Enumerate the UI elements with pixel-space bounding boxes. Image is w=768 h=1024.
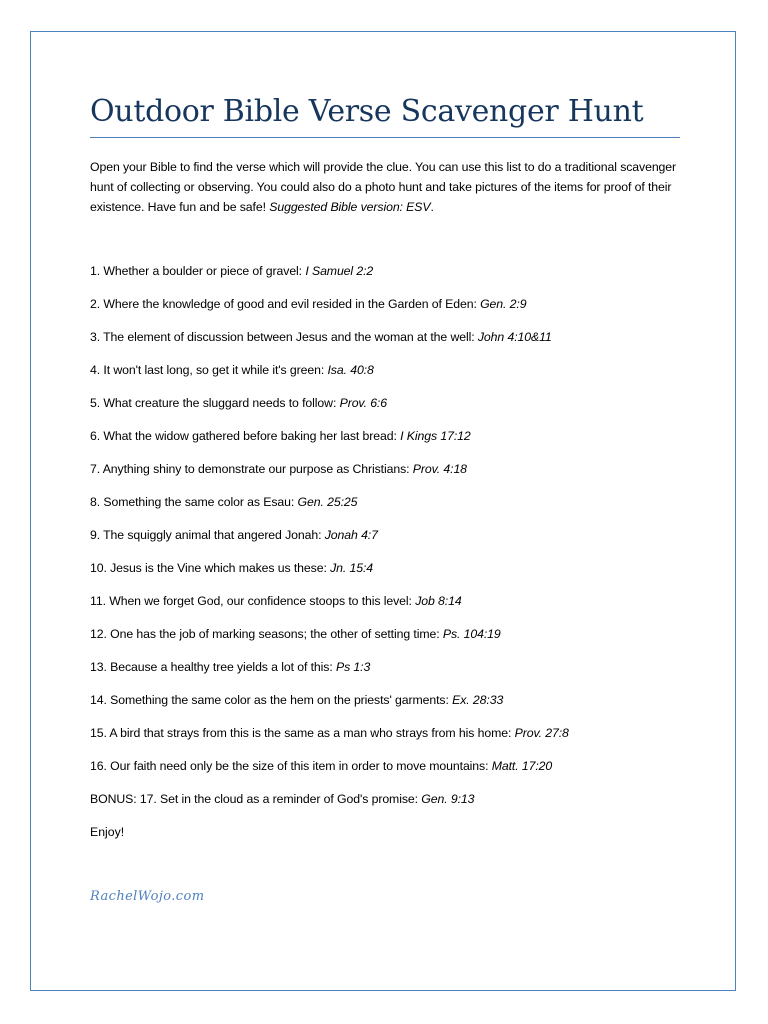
intro-text: Open your Bible to find the verse which will provide the clue. You can use this list to do a traditional scavenger hunt of collecting or observing. You could also do a photo hunt and take pictures of the items for proof of their existence. Have fun and be safe! [90,160,677,214]
clue-text: 13. Because a healthy tree yields a lot of this: [90,660,336,674]
clue-item-16 [90,756,700,789]
clue-reference: Matt. 17:20 [491,759,553,773]
clue-text: 12. One has the job of marking seasons; the other of setting time: [90,627,443,641]
clue-text: 1. Whether a boulder or piece of gravel: [90,264,306,278]
clue-text: 16. Our faith need only be the size of this item in order to move mountains: [90,759,492,773]
clue-item-7 [90,459,700,492]
clue-reference: Jn. 15:4 [330,561,374,575]
clue-text: 5. What creature the sluggard needs to follow: [90,396,340,410]
website-credit: RachelWojo.com [90,889,205,904]
clue-text: 8. Something the same color as Esau: [90,495,298,509]
clue-reference: Ps 1:3 [335,660,371,674]
clue-item-4 [90,360,700,393]
clue-text: 9. The squiggly animal that angered Jonah: [90,528,325,542]
clue-reference: Prov. 6:6 [339,396,387,410]
clue-reference: Gen. 2:9 [480,297,527,311]
clue-item-3 [90,327,700,360]
clue-item-14 [90,690,700,723]
clue-list [90,261,700,822]
clue-reference: Gen. 9:13 [421,792,475,806]
clue-reference: Jonah 4:7 [324,528,378,542]
clue-item-5 [90,393,700,426]
clue-reference: John 4:10&11 [477,330,552,344]
clue-text: BONUS: 17. Set in the cloud as a reminder of God's promise: [90,792,422,806]
clue-text: 15. A bird that strays from this is the same as a man who strays from his home: [90,726,515,740]
clue-text: 3. The element of discussion between Jesus and the woman at the well: [90,330,478,344]
clue-reference: Prov. 4:18 [412,462,467,476]
intro-paragraph [90,157,690,217]
clue-reference: Ps. 104:19 [442,627,501,641]
clue-item-12 [90,624,700,657]
clue-reference: I Samuel 2:2 [305,264,374,278]
clue-item-2 [90,294,700,327]
clue-text: 2. Where the knowledge of good and evil resided in the Garden of Eden: [90,297,481,311]
clue-text: 10. Jesus is the Vine which makes us these: [90,561,331,575]
clue-item-1 [90,261,700,294]
clue-reference: Job 8:14 [415,594,462,608]
clue-text: 4. It won't last long, so get it while it's green: [90,363,328,377]
clue-reference: Ex. 28:33 [452,693,504,707]
title-underline [90,137,680,138]
clue-item-11 [90,591,700,624]
clue-item-6 [90,426,700,459]
clue-reference: Isa. 40:8 [327,363,374,377]
clue-item-13 [90,657,700,690]
clue-text: 14. Something the same color as the hem on the priests' garments: [90,693,453,707]
clue-item-10 [90,558,700,591]
clue-reference: Gen. 25:25 [297,495,358,509]
page-title: Outdoor Bible Verse Scavenger Hunt [90,94,644,129]
clue-reference: I Kings 17:12 [400,429,471,443]
clue-text: 6. What the widow gathered before baking her last bread: [90,429,401,443]
clue-item-8 [90,492,700,525]
intro-end: . [430,200,434,214]
closing-text: Enjoy! [90,825,125,839]
clue-item-15 [90,723,700,756]
clue-item-bonus [90,789,700,822]
clue-text: 7. Anything shiny to demonstrate our purpose as Christians: [90,462,413,476]
intro-version-note: Suggested Bible version: ESV [269,200,431,214]
clue-item-9 [90,525,700,558]
clue-reference: Prov. 27:8 [514,726,569,740]
clue-text: 11. When we forget God, our confidence stoops to this level: [90,594,416,608]
